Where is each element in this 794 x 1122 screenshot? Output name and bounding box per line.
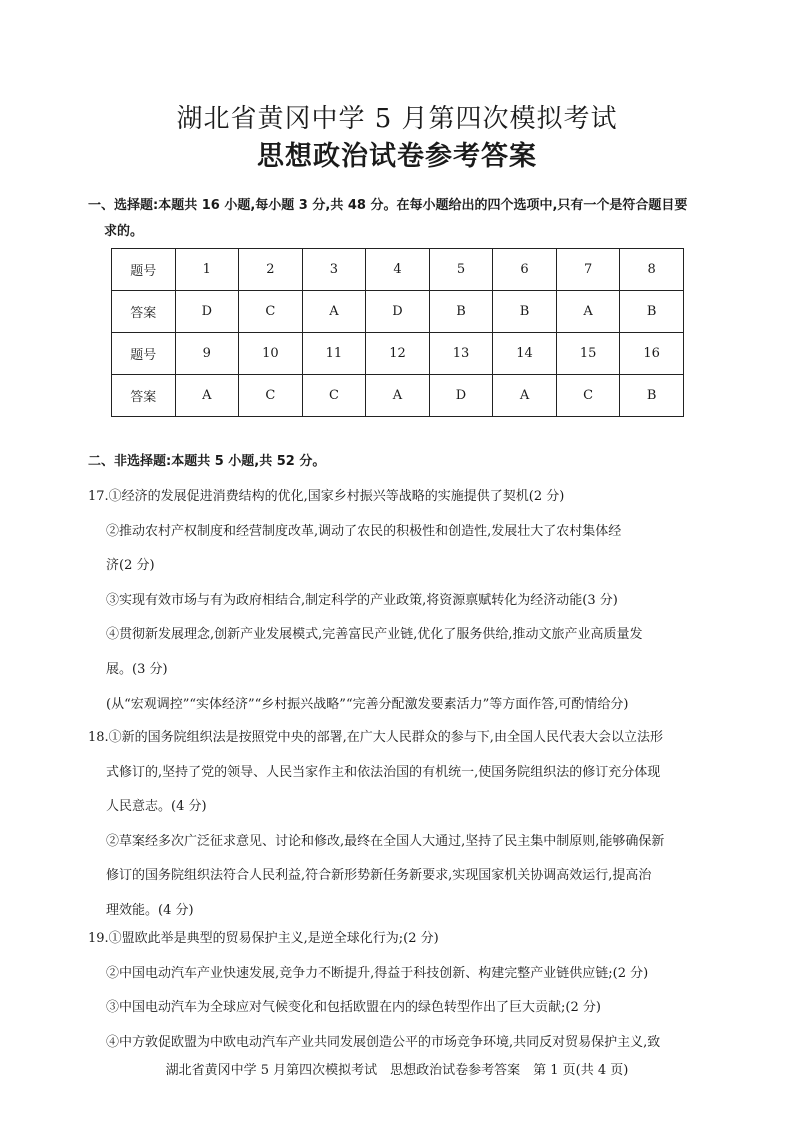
answer-line: 修订的国务院组织法符合人民利益,符合新形势新任务新要求,实现国家机关协调高效运行,提高治 [106,868,652,884]
table-cell: 15 [556,333,620,375]
answer-line: 17.①经济的发展促进消费结构的优化,国家乡村振兴等战略的实施提供了契机(2 分) [88,489,565,504]
table-cell: 8 [620,249,684,291]
table-cell: 14 [493,333,557,375]
answer-line: ④贯彻新发展理念,创新产业发展模式,完善富民产业链,优化了服务供给,推动文旅产业高质量发 [106,627,643,643]
answer-line: 济(2 分) [106,558,155,574]
table-cell: D [366,291,430,333]
exam-title: 湖北省黄冈中学 5 月第四次模拟考试 [176,104,618,134]
question-18-answer [88,721,718,929]
table-cell: A [493,375,557,417]
table-cell: B [493,291,557,333]
answer-line: ③中国电动汽车为全球应对气候变化和包括欧盟在内的绿色转型作出了巨大贡献;(2 分) [106,1000,601,1016]
answer-line: 19.①盟欧此举是典型的贸易保护主义,是逆全球化行为;(2 分) [88,931,439,946]
table-cell: D [429,375,493,417]
section2-heading: 二、非选择题:本题共 5 小题,共 52 分。 [88,454,326,469]
answer-key-title: 思想政治试卷参考答案 [257,141,537,172]
grading-note: (从“宏观调控”“实体经济”“乡村振兴战略”“完善分配激发要素活力”等方面作答,可酌情给分) [106,696,629,712]
answer-line: ③实现有效市场与有为政府相结合,制定科学的产业政策,将资源禀赋转化为经济动能(3 分) [106,592,618,608]
table-row [112,375,684,417]
section1-heading-line1: 一、选择题:本题共 16 小题,每小题 3 分,共 48 分。在每小题给出的四个选项中,只有一个是符合题目要 [88,198,688,213]
table-cell: 1 [175,249,239,291]
table-row [112,291,684,333]
answer-line: ②草案经多次广泛征求意见、讨论和修改,最终在全国人大通过,坚持了民主集中制原则,能够确保新 [106,833,665,849]
table-row [112,333,684,375]
section1-heading-line2: 求的。 [104,224,144,239]
table-row [112,249,684,291]
table-cell: 答案 [112,291,176,333]
table-cell: 12 [366,333,430,375]
answer-line: 18.①新的国务院组织法是按照党中央的部署,在广大人民群众的参与下,由全国人民代表大会以立法形 [88,730,663,745]
table-cell: 题号 [112,249,176,291]
table-cell: A [556,291,620,333]
answer-line: 理效能。(4 分) [106,902,194,918]
table-cell: A [302,291,366,333]
table-cell: C [302,375,366,417]
table-cell: C [239,375,303,417]
table-cell: C [239,291,303,333]
table-cell: 13 [429,333,493,375]
table-cell: 16 [620,333,684,375]
table-cell: 2 [239,249,303,291]
answer-line: ②推动农村产权制度和经营制度改革,调动了农民的积极性和创造性,发展壮大了农村集体经 [106,523,622,539]
table-cell: 4 [366,249,430,291]
answer-line: ②中国电动汽车产业快速发展,竞争力不断提升,得益于科技创新、构建完整产业链供应链;(2 分) [106,965,649,981]
question-19-answer [88,922,718,1060]
table-cell: A [175,375,239,417]
table-cell: 3 [302,249,366,291]
table-cell: 答案 [112,375,176,417]
table-cell: 10 [239,333,303,375]
answer-line: 式修订的,坚持了党的领导、人民当家作主和依法治国的有机统一,使国务院组织法的修订充分体现 [106,764,661,780]
answer-table [111,248,684,417]
table-cell: A [366,375,430,417]
answer-line: ④中方敦促欧盟为中欧电动汽车产业共同发展创造公平的市场竞争环境,共同反对贸易保护主义,致 [106,1034,661,1050]
table-cell: 6 [493,249,557,291]
table-cell: B [429,291,493,333]
answer-line: 人民意志。(4 分) [106,799,207,815]
table-cell: D [175,291,239,333]
table-cell: 题号 [112,333,176,375]
table-cell: 5 [429,249,493,291]
question-17-answer [88,480,718,722]
page-footer: 湖北省黄冈中学 5 月第四次模拟考试 思想政治试卷参考答案 第 1 页(共 4 页) [165,1063,629,1078]
table-cell: 9 [175,333,239,375]
table-cell: C [556,375,620,417]
table-cell: B [620,291,684,333]
section1-heading [88,193,714,245]
table-cell: B [620,375,684,417]
answer-line: 展。(3 分) [106,661,168,677]
table-cell: 11 [302,333,366,375]
table-cell: 7 [556,249,620,291]
